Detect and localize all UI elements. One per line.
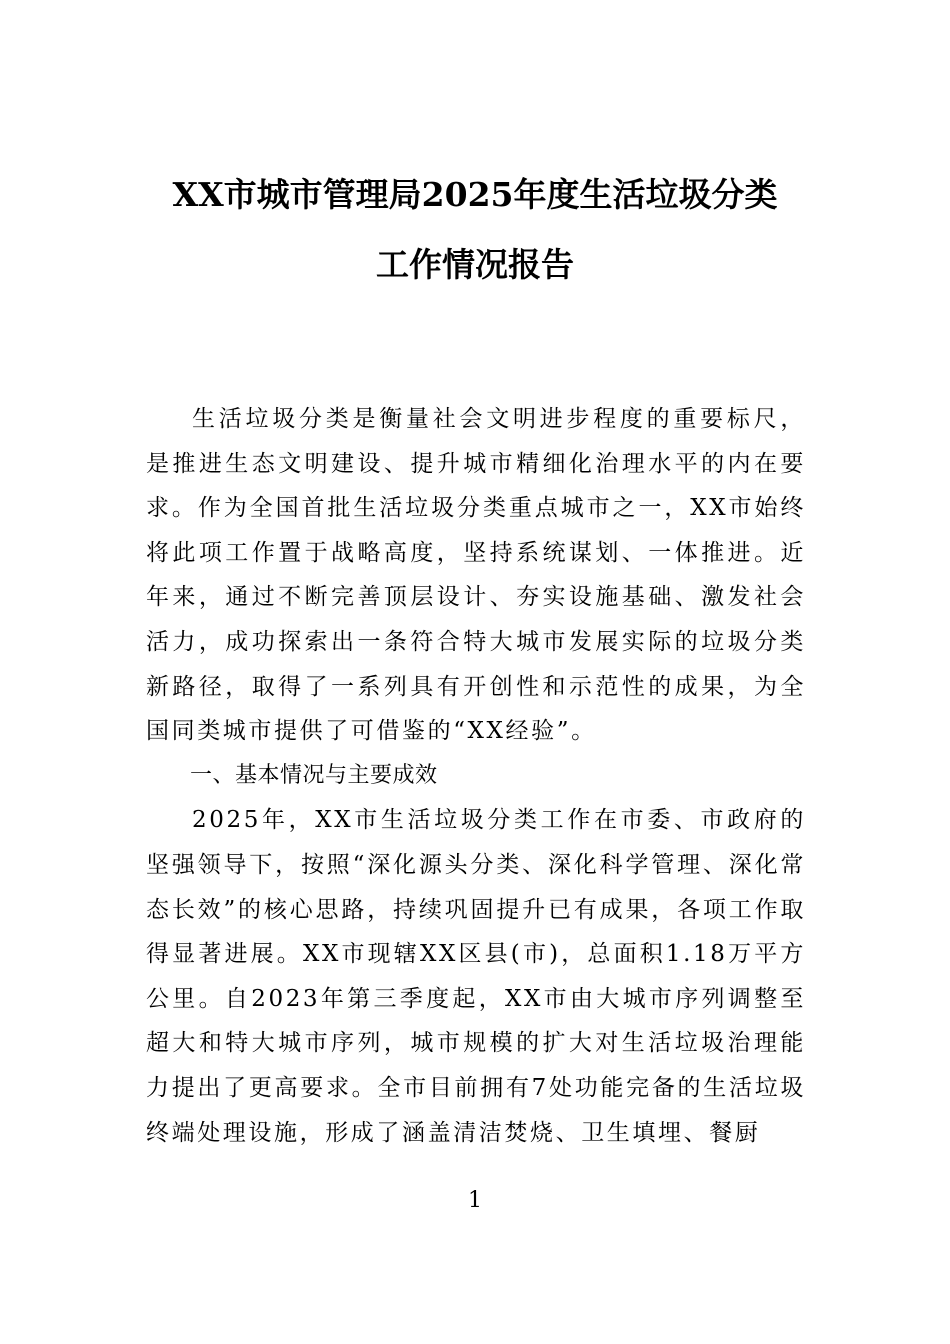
document-title-line-1: XX市城市管理局2025年度生活垃圾分类 [172,175,778,214]
document-title-line-2: 工作情况报告 [376,245,574,284]
intro-paragraph: 生活垃圾分类是衡量社会文明进步程度的重要标尺，是推进生态文明建设、提升城市精细化治理水平的内在要求。作为全国首批生活垃圾分类重点城市之一，XX市始终将此项工作置于战略高度，坚持系统谋划、一体推进。近年来，通过不断完善顶层设计、夯实设施基础、激发社会活力，成功探索出一条符合特大城市发展实际的垃圾分类新路径，取得了一系列具有开创性和示范性的成果，为全国同类城市提供了可借鉴的“XX经验”。 [146,406,806,745]
section-1-paragraph: 2025年，XX市生活垃圾分类工作在市委、市政府的坚强领导下，按照“深化源头分类、深化科学管理、深化常态长效”的核心思路，持续巩固提升已有成果，各项工作取得显著进展。XX市现辖XX区县(市)，总面积1.18万平方公里。自2023年第三季度起，XX市由大城市序列调整至超大和特大城市序列，城市规模的扩大对生活垃圾治理能力提出了更高要求。全市目前拥有7处功能完备的生活垃圾终端处理设施，形成了涵盖清洁焚烧、卫生填埋、餐厨 [146,807,806,1146]
section-1-heading: 一、基本情况与主要成效 [190,762,438,788]
page-number: 1 [468,1188,482,1213]
document-body [146,397,806,1155]
